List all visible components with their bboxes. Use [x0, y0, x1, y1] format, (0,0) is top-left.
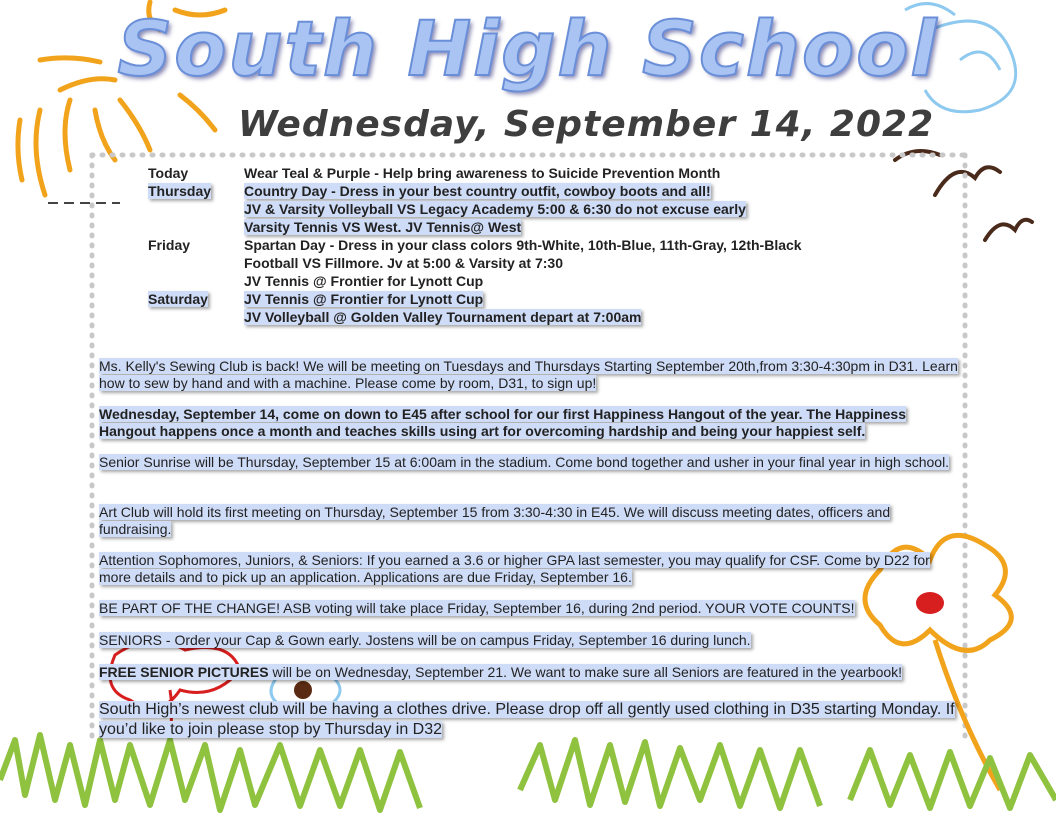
schedule-row [0, 309, 1056, 327]
schedule-day: Friday [148, 237, 191, 253]
schedule-row [0, 201, 1056, 219]
announcement-art [99, 504, 959, 538]
announcement-clothes [99, 700, 959, 740]
announcement-happiness [99, 406, 959, 440]
announcement-cap-gown [99, 632, 959, 649]
schedule-day: Saturday [148, 291, 208, 307]
schedule-text: JV & Varsity Volleyball VS Legacy Academy 5:00 & 6:30 do not excuse early [244, 201, 746, 217]
schedule-row [0, 165, 1056, 183]
announcement-pictures [99, 664, 959, 681]
announcement-bold-text: FREE SENIOR PICTURES [99, 664, 269, 680]
schedule-row [0, 219, 1056, 237]
announcement-sewing [99, 358, 959, 392]
schedule-row [0, 273, 1056, 291]
announcement-text: BE PART OF THE CHANGE! ASB voting will take place Friday, September 16, during 2nd period. YOUR VOTE COUNTS! [99, 600, 855, 616]
announcement-text: Senior Sunrise will be Thursday, September 15 at 6:00am in the stadium. Come bond together and usher in your final year in high school. [99, 454, 950, 470]
announcement-text: South High’s newest club will be having a clothes drive. Please drop off all gently used clothing in D35 starting Monday. If you’d like to join please stop by Thursday in D32 [99, 701, 955, 738]
date-heading: Wednesday, September 14, 2022 [238, 104, 935, 145]
schedule-row [0, 291, 1056, 309]
schedule-row [0, 237, 1056, 255]
schedule-day: Thursday [148, 183, 212, 199]
schedule-text: Spartan Day - Dress in your class colors 9th-White, 10th-Blue, 11th-Gray, 12th-Black [244, 237, 802, 253]
schedule-text: JV Volleyball @ Golden Valley Tournament depart at 7:00am [244, 309, 642, 325]
announcement-text: SENIORS - Order your Cap & Gown early. Jostens will be on campus Friday, September 16 during lunch. [99, 632, 751, 648]
schedule-row [0, 183, 1056, 201]
schedule-text: Country Day - Dress in your best country outfit, cowboy boots and all! [244, 183, 711, 199]
page-title: South High School [117, 4, 939, 93]
schedule-text: JV Tennis @ Frontier for Lynott Cup [244, 291, 484, 307]
schedule-text: Football VS Fillmore. Jv at 5:00 & Varsity at 7:30 [244, 255, 564, 271]
schedule-text: Wear Teal & Purple - Help bring awareness to Suicide Prevention Month [244, 165, 721, 181]
announcement-csf [99, 552, 959, 586]
schedule-text: JV Tennis @ Frontier for Lynott Cup [244, 273, 484, 289]
schedule-day: Today [148, 165, 189, 181]
announcement-text: Attention Sophomores, Juniors, & Seniors: If you earned a 3.6 or higher GPA last semester, you may qualify for CSF. Come by D22 for more details and to pick up an application. Applications are due Friday, September 16. [99, 552, 930, 585]
announcement-asb [99, 600, 959, 617]
announcement-text: Wednesday, September 14, come on down to E45 after school for our first Happiness Hangout of the year. The Happiness Hangout happens once a month and teaches skills using art for overcoming hardship and being your happiest self. [99, 406, 906, 439]
schedule-row [0, 255, 1056, 273]
announcement-text: Ms. Kelly's Sewing Club is back! We will be meeting on Tuesdays and Thursdays Starting September 20th,from 3:30-4:30pm in D31. Learn how to sew by hand and with a machine. Please come by room, D31, to sign up! [99, 358, 958, 391]
grass-icon [0, 735, 1056, 810]
announcement-text: Art Club will hold its first meeting on Thursday, September 15 from 3:30-4:30 in E45. We will discuss meeting dates, officers and fundraising. [99, 504, 891, 537]
announcement-text: will be on Wednesday, September 21. We want to make sure all Seniors are featured in the yearbook! [268, 664, 903, 680]
schedule-text: Varsity Tennis VS West. JV Tennis@ West [244, 219, 522, 235]
announcement-sunrise [99, 454, 959, 471]
